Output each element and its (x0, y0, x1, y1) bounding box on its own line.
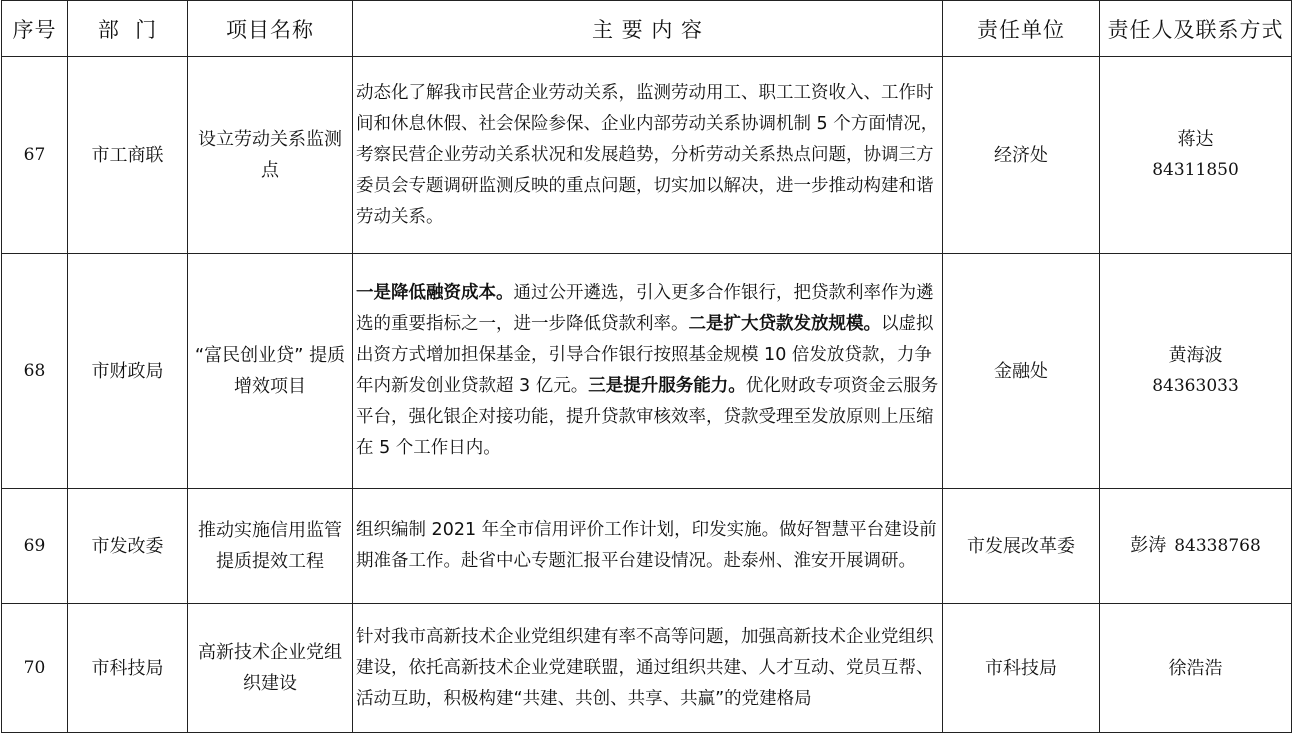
content-segment: 组织编制 2021 年全市信用评价工作计划，印发实施。做好智慧平台建设前期准备工作。赴省中心专题汇报平台建设情况。赴泰州、淮安开展调研。 (356, 520, 937, 571)
content-segment: 通过公开遴选，引入更多合作银行，把贷款利率作为遴选的重要指标之一，进一步降低贷款利率。 (356, 283, 934, 334)
content-segment-bold: 二是扩大贷款发放规模。 (688, 314, 881, 334)
contact-person: 蒋达 (1177, 129, 1214, 150)
table-row (2, 57, 1292, 254)
row-dept: 市工商联 (68, 57, 188, 254)
row-number: 70 (2, 604, 68, 733)
header-dept: 部 门 (68, 1, 188, 57)
row-dept: 市科技局 (68, 604, 188, 733)
header-row (2, 1, 1292, 57)
content-segment: 动态化了解我市民营企业劳动关系，监测劳动用工、职工工资收入、工作时间和休息休假、社会保险参保、企业内部劳动关系协调机制 5 个方面情况，考察民营企业劳动关系状况和发展趋势，分析劳动关系热点问题，协调三方委员会专题调研监测反映的重点问题，切实加以解决，进一步推动构建和谐劳动关系。 (356, 82, 939, 227)
row-contact (1100, 57, 1292, 254)
header-content: 主 要 内 容 (353, 1, 943, 57)
contact-person: 徐浩浩 (1168, 657, 1223, 679)
contact-phone: 84363033 (1152, 376, 1239, 396)
row-project: 推动实施信用监管提质提效工程 (188, 489, 353, 604)
content-segment: 针对我市高新技术企业党组织建有率不高等问题，加强高新技术企业党组织建设，依托高新技术企业党建联盟，通过组织共建、人才互动、党员互帮、活动互助，积极构建“共建、共创、共享、共赢”的党建格局 (356, 626, 934, 709)
row-dept: 市发改委 (68, 489, 188, 604)
row-project: 高新技术企业党组织建设 (188, 604, 353, 733)
row-unit: 市发展改革委 (943, 489, 1100, 604)
content-segment-bold: 一是降低融资成本。 (356, 283, 514, 303)
header-unit: 责任单位 (943, 1, 1100, 57)
row-project: “富民创业贷” 提质增效项目 (188, 254, 353, 489)
table-row (2, 489, 1292, 604)
row-contact (1100, 489, 1292, 604)
content-segment: 以虚拟出资方式增加担保基金，引导合作银行按照基金规模 10 倍发放贷款，力争年内新发创业贷款超 3 亿元。 (356, 314, 934, 396)
row-number: 67 (2, 57, 68, 254)
table-row (2, 604, 1292, 733)
contact-phone: 84338768 (1174, 536, 1261, 556)
contact-phone: 84311850 (1152, 160, 1239, 180)
row-unit: 金融处 (943, 254, 1100, 489)
row-contact (1100, 254, 1292, 489)
row-unit: 市科技局 (943, 604, 1100, 733)
content-segment-bold: 三是提升服务能力。 (588, 376, 746, 396)
row-project: 设立劳动关系监测点 (188, 57, 353, 254)
row-unit: 经济处 (943, 57, 1100, 254)
row-dept: 市财政局 (68, 254, 188, 489)
contact-person: 彭涛 (1130, 535, 1167, 556)
row-content (353, 254, 943, 489)
contact-person: 黄海波 (1168, 345, 1223, 366)
row-content (353, 489, 943, 604)
row-content (353, 604, 943, 733)
header-person: 责任人及联系方式 (1100, 1, 1292, 57)
row-contact (1100, 604, 1292, 733)
table-row (2, 254, 1292, 489)
content-segment: 优化财政专项资金云服务平台，强化银企对接功能，提升贷款审核效率，贷款受理至发放原则上压缩在 5 个工作日内。 (356, 376, 939, 458)
header-no: 序号 (2, 1, 68, 57)
row-number: 69 (2, 489, 68, 604)
row-content (353, 57, 943, 254)
row-number: 68 (2, 254, 68, 489)
header-project: 项目名称 (188, 1, 353, 57)
project-table (1, 0, 1292, 733)
